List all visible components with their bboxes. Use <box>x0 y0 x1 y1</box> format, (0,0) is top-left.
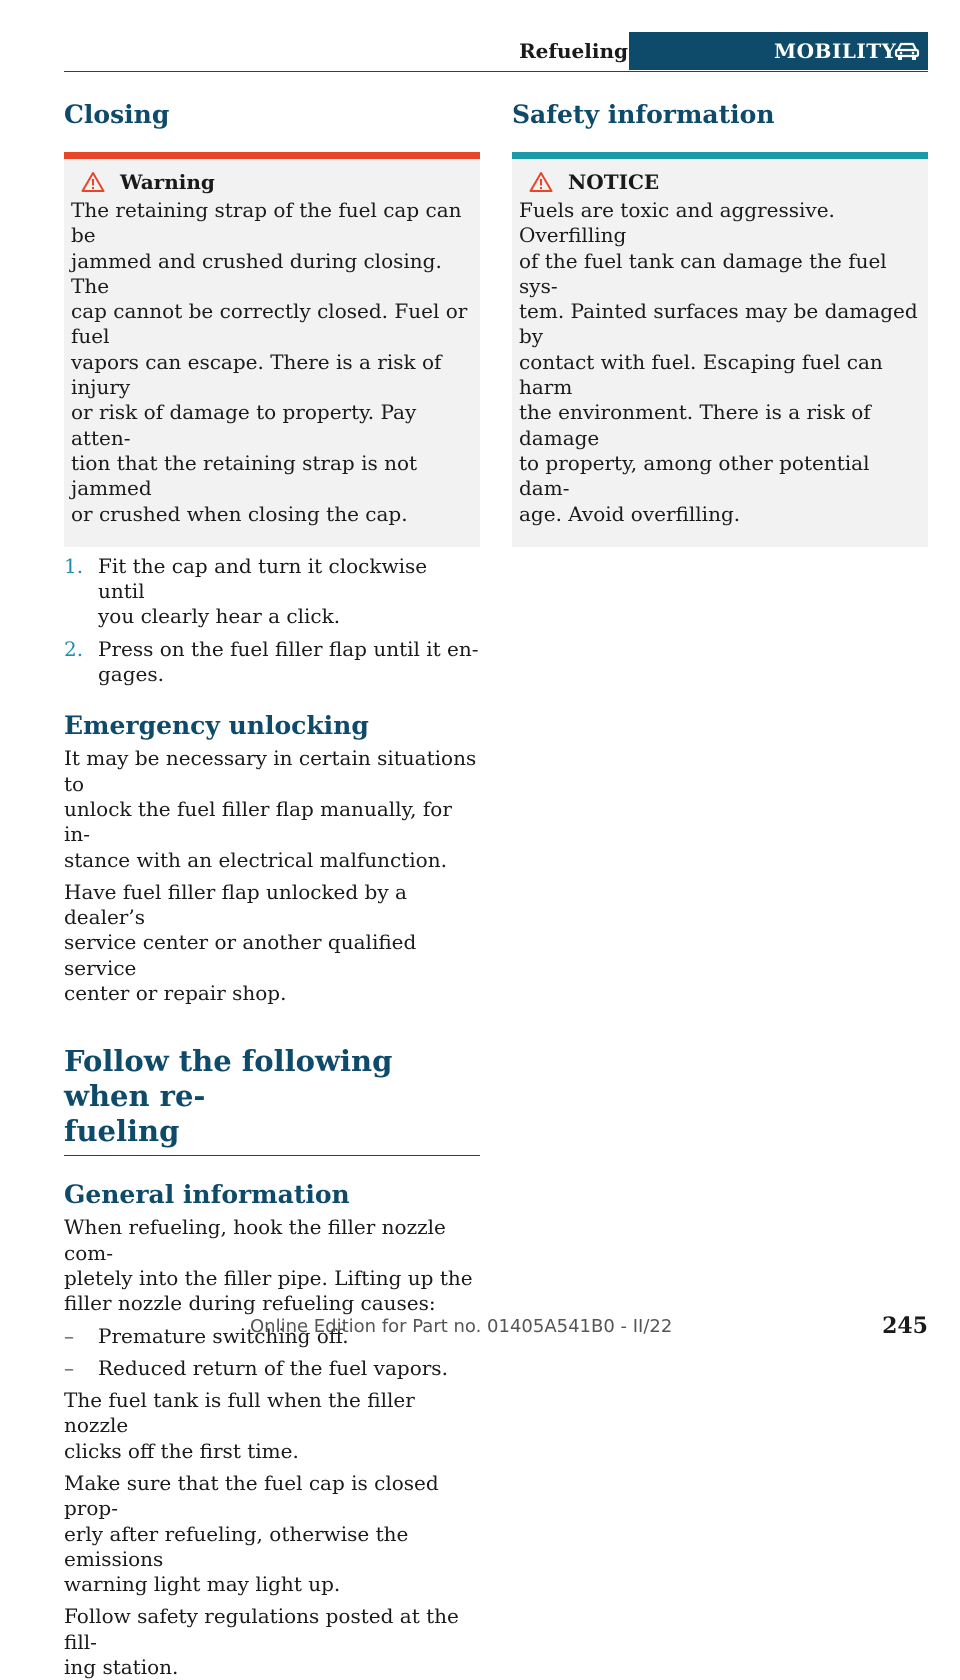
warning-line: tion that the retaining strap is not jammed <box>71 450 418 501</box>
text-line: Have fuel filler flap unlocked by a dealer’s <box>64 879 407 930</box>
text-line: It may be necessary in certain situations to <box>64 746 477 796</box>
text-line: The fuel tank is full when the filler nozzle <box>64 1388 415 1438</box>
list-item <box>64 1356 480 1381</box>
notice-line: the environment. There is a risk of damage <box>519 400 871 450</box>
notice-line: Fuels are toxic and aggressive. Overfilling <box>519 198 835 248</box>
text-line: clicks off the first time. <box>64 1438 299 1463</box>
left-column <box>64 100 480 1680</box>
dash-mark: – <box>64 1355 74 1380</box>
edition-footer: Online Edition for Part no. 01405A541B0 - II/22 <box>250 1316 673 1337</box>
general-para-3 <box>64 1471 480 1597</box>
dash-mark: – <box>64 1323 74 1348</box>
right-column <box>512 100 928 547</box>
text-line: Make sure that the fuel cap is closed prop- <box>64 1470 439 1521</box>
page-header <box>64 32 928 72</box>
warning-line: jammed and crushed during closing. The <box>71 248 442 298</box>
text-line: Follow safety regulations posted at the fill- <box>64 1604 459 1654</box>
notice-line: of the fuel tank can damage the fuel sys- <box>519 248 887 298</box>
text-line: pletely into the filler pipe. Lifting up the <box>64 1265 473 1290</box>
text-line: service center or another qualified service <box>64 930 417 980</box>
chapter-tab[interactable] <box>629 32 928 70</box>
step-number: 2. <box>64 636 84 661</box>
bullet-text: Premature switching off. <box>98 1323 349 1348</box>
warning-line: cap cannot be correctly closed. Fuel or fuel <box>71 299 468 349</box>
bullet-text: Reduced return of the fuel vapors. <box>98 1355 448 1380</box>
safety-heading: Safety information <box>512 100 775 129</box>
closing-heading: Closing <box>64 100 170 129</box>
warning-triangle-icon <box>529 171 553 193</box>
step-line: you clearly hear a click. <box>98 604 341 629</box>
list-item <box>64 637 480 688</box>
text-line: center or repair shop. <box>64 981 287 1006</box>
heading-line: fueling <box>64 1114 180 1149</box>
emergency-para-1 <box>64 746 480 872</box>
step-line: Press on the fuel filler flap until it en- <box>98 636 479 661</box>
section-title: Refueling <box>519 39 628 63</box>
closing-steps <box>64 554 480 687</box>
emergency-para-2 <box>64 880 480 1006</box>
warning-box <box>64 152 480 547</box>
warning-triangle-icon <box>81 171 105 193</box>
text-line: stance with an electrical malfunction. <box>64 847 447 872</box>
text-line: ing station. <box>64 1655 179 1680</box>
notice-title: NOTICE <box>568 170 660 194</box>
general-heading: General information <box>64 1180 350 1210</box>
warning-title: Warning <box>120 170 215 194</box>
warning-line: or risk of damage to property. Pay atten- <box>71 400 417 450</box>
heading-line: Follow the following when re- <box>64 1044 393 1114</box>
general-para-4 <box>64 1604 480 1680</box>
warning-line: vapors can escape. There is a risk of injury <box>71 349 442 400</box>
list-item <box>64 554 480 630</box>
step-number: 1. <box>64 553 84 578</box>
chapter-label: MOBILITY <box>774 39 897 63</box>
text-line: warning light may light up. <box>64 1572 341 1597</box>
notice-line: age. Avoid overfilling. <box>519 501 741 526</box>
warning-line: or crushed when closing the cap. <box>71 501 408 526</box>
follow-heading <box>64 1044 480 1156</box>
emergency-heading: Emergency unlocking <box>64 711 369 741</box>
step-line: gages. <box>98 662 164 687</box>
warning-line: The retaining strap of the fuel cap can be <box>71 198 462 248</box>
notice-box <box>512 152 928 547</box>
warning-title-row <box>71 169 473 195</box>
notice-text <box>519 198 921 527</box>
car-icon <box>894 41 920 61</box>
notice-title-row <box>519 169 921 195</box>
step-line: Fit the cap and turn it clockwise until <box>98 553 428 604</box>
general-para-2 <box>64 1388 480 1464</box>
warning-text <box>71 198 473 527</box>
notice-line: tem. Painted surfaces may be damaged by <box>519 299 918 349</box>
text-line: unlock the fuel filler flap manually, for in- <box>64 796 452 847</box>
text-line: When refueling, hook the filler nozzle com- <box>64 1215 446 1265</box>
text-line: erly after refueling, otherwise the emissions <box>64 1521 409 1571</box>
notice-line: to property, among other potential dam- <box>519 450 870 501</box>
general-para-1 <box>64 1215 480 1316</box>
notice-line: contact with fuel. Escaping fuel can harm <box>519 349 883 400</box>
page-number: 245 <box>882 1313 928 1339</box>
text-line: filler nozzle during refueling causes: <box>64 1291 436 1316</box>
